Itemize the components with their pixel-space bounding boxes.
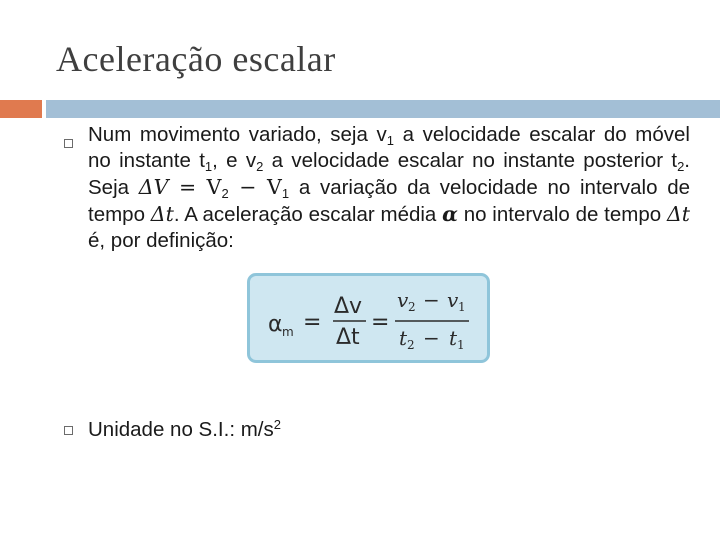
formula-equals-1: = <box>303 310 322 335</box>
formula-alpha: α <box>268 312 283 337</box>
formula-v2-sub: 2 <box>408 300 416 314</box>
formula-minus-bottom: − <box>423 326 440 350</box>
definition-paragraph: Num movimento variado, seja $v_1$ a velocidade escalar do móvel no instante $t_1$, e $v_2$ a velocidade escalar no instante posterior $t_2$. Seja $\Delta V = V_2 - V_1$ a variação da velocidade no intervalo de tempo Δt. A aceleração escalar média α no intervalo de tempo Δt é, por definição: <box>88 123 691 252</box>
formula-delta-t: Δt <box>336 325 360 350</box>
accent-bar-blue <box>46 100 720 118</box>
formula-t2: t <box>399 326 408 350</box>
formula-t2-sub: 2 <box>407 338 415 352</box>
formula-minus-top: − <box>423 288 440 312</box>
formula-v1-sub: 1 <box>458 300 466 314</box>
formula-alpha-sub: m <box>282 325 294 339</box>
bullet-icon-1 <box>64 139 73 148</box>
formula-t1: t <box>449 326 458 350</box>
slide-title: Aceleração escalar <box>56 39 336 79</box>
formula-delta-v: Δv <box>334 294 363 319</box>
formula-v1: v <box>447 288 459 312</box>
formula-t1-sub: 1 <box>457 338 465 352</box>
formula-equals-2: = <box>371 310 390 335</box>
bullet-icon-2 <box>64 426 73 435</box>
formula-v2: v <box>397 288 409 312</box>
unit-line: Unidade no S.I.: $m/s^2$ <box>88 417 281 441</box>
accent-bar-orange <box>0 100 42 118</box>
formula-box <box>247 273 490 363</box>
